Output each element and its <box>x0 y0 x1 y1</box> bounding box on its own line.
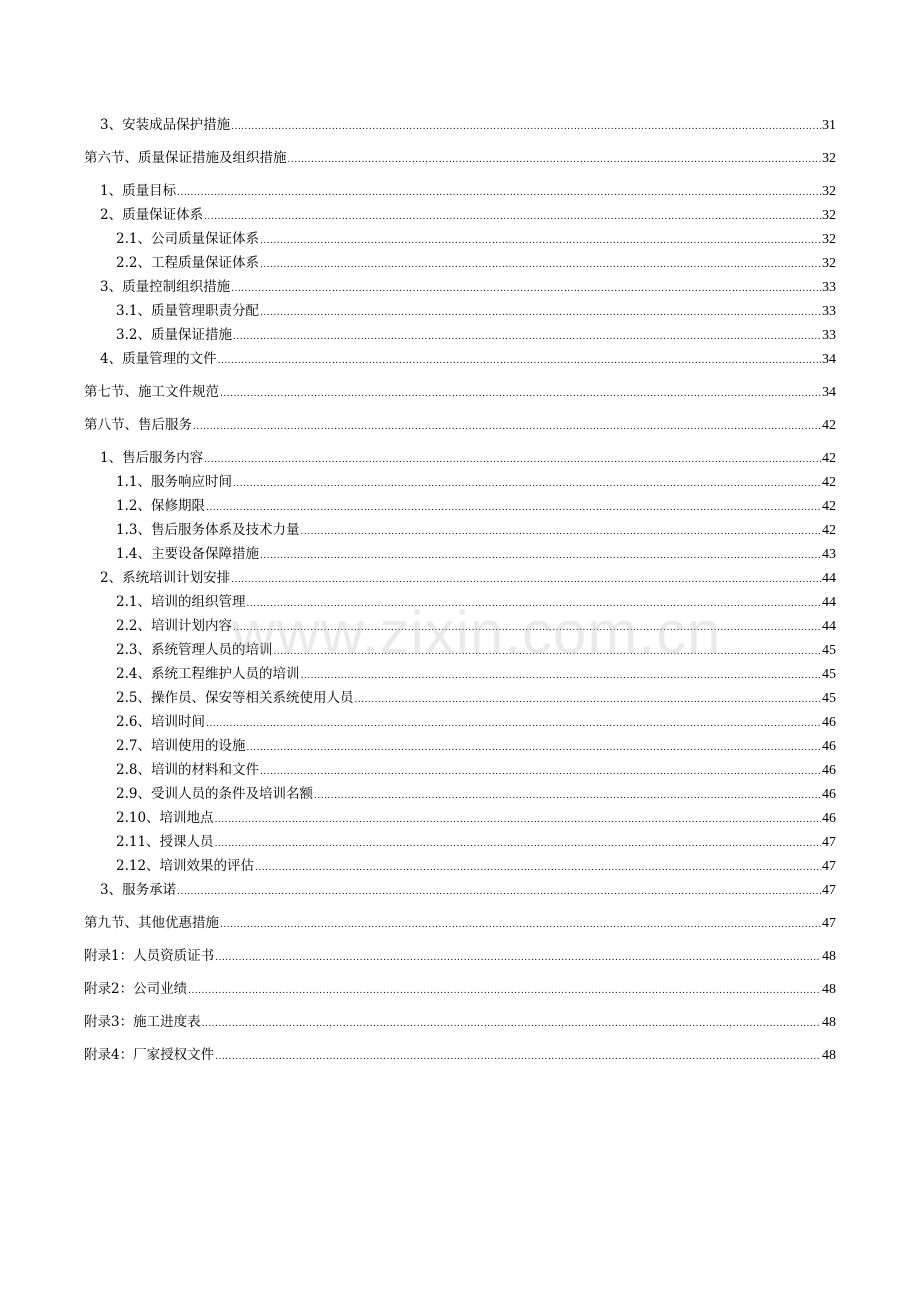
toc-entry-title: 1.3、售后服务体系及技术力量 <box>116 522 300 538</box>
toc-entry-page-number: 48 <box>822 1015 836 1030</box>
dot-leader <box>231 277 821 301</box>
toc-entry-page-number: 46 <box>822 787 836 802</box>
toc-entry-title: 第六节、质量保证措施及组织措施 <box>84 150 287 166</box>
toc-entry-title: 1.2、保修期限 <box>116 498 205 514</box>
toc-entry-page-number: 32 <box>822 208 836 223</box>
toc-entry-page-number: 46 <box>822 715 836 730</box>
toc-entry-page-number: 44 <box>822 595 836 610</box>
toc-entry-page-number: 44 <box>822 571 836 586</box>
dot-leader <box>260 760 821 784</box>
toc-entry-title: 附录4：厂家授权文件 <box>84 1047 215 1063</box>
table-of-contents <box>84 113 836 1067</box>
toc-entry[interactable] <box>84 203 836 227</box>
dot-leader <box>246 736 821 760</box>
toc-entry-title: 附录1：人员资质证书 <box>84 948 215 964</box>
toc-entry-title: 3.1、质量管理职责分配 <box>116 303 259 319</box>
toc-entry[interactable] <box>84 911 836 935</box>
dot-leader <box>220 913 821 937</box>
dot-leader <box>215 1045 821 1069</box>
toc-entry-page-number: 32 <box>822 151 836 166</box>
toc-entry-page-number: 34 <box>822 352 836 367</box>
dot-leader <box>233 325 821 349</box>
toc-entry-title: 2.2、培训计划内容 <box>116 618 232 634</box>
toc-entry-page-number: 46 <box>822 811 836 826</box>
dot-leader <box>215 832 821 856</box>
dot-leader <box>288 148 822 172</box>
toc-entry-title: 2.5、操作员、保安等相关系统使用人员 <box>116 690 354 706</box>
toc-entry-page-number: 43 <box>822 547 836 562</box>
toc-entry-page-number: 46 <box>822 763 836 778</box>
dot-leader <box>260 301 821 325</box>
dot-leader <box>206 712 821 736</box>
dot-leader <box>231 115 821 139</box>
toc-entry-title: 2.3、系统管理人员的培训 <box>116 642 273 658</box>
toc-entry-page-number: 33 <box>822 280 836 295</box>
toc-entry-title: 2、质量保证体系 <box>100 207 204 223</box>
toc-entry-page-number: 45 <box>822 691 836 706</box>
toc-entry-title: 2.11、授课人员 <box>116 834 214 850</box>
dot-leader <box>220 382 821 406</box>
dot-leader <box>255 856 821 880</box>
dot-leader <box>177 181 821 205</box>
toc-entry-page-number: 48 <box>822 1048 836 1063</box>
toc-entry[interactable] <box>84 494 836 518</box>
dot-leader <box>300 520 821 544</box>
toc-entry[interactable] <box>84 566 836 590</box>
dot-leader <box>233 472 821 496</box>
toc-entry-title: 3、服务承诺 <box>100 882 177 898</box>
dot-leader <box>188 979 821 1003</box>
dot-leader <box>260 544 821 568</box>
dot-leader <box>177 880 821 904</box>
toc-entry-page-number: 34 <box>822 385 836 400</box>
toc-entry[interactable] <box>84 380 836 404</box>
toc-entry-page-number: 42 <box>822 418 836 433</box>
toc-entry-title: 1.4、主要设备保障措施 <box>116 546 259 562</box>
toc-entry-title: 4、质量管理的文件 <box>100 351 217 367</box>
toc-entry[interactable] <box>84 782 836 806</box>
dot-leader <box>206 496 821 520</box>
toc-entry-title: 2.8、培训的材料和文件 <box>116 762 259 778</box>
dot-leader <box>204 448 821 472</box>
toc-entry-title: 1、售后服务内容 <box>100 450 204 466</box>
toc-entry-page-number: 42 <box>822 451 836 466</box>
toc-entry[interactable] <box>84 146 836 170</box>
toc-entry[interactable] <box>84 470 836 494</box>
toc-entry[interactable] <box>84 113 836 137</box>
dot-leader <box>202 1012 821 1036</box>
toc-entry[interactable] <box>84 275 836 299</box>
toc-entry[interactable] <box>84 977 836 1001</box>
toc-entry-title: 附录3：施工进度表 <box>84 1014 201 1030</box>
toc-entry-title: 第九节、其他优惠措施 <box>84 915 219 931</box>
toc-entry-page-number: 32 <box>822 184 836 199</box>
toc-entry[interactable] <box>84 710 836 734</box>
toc-entry-page-number: 33 <box>822 328 836 343</box>
toc-entry-page-number: 32 <box>822 232 836 247</box>
toc-entry-title: 2.9、受训人员的条件及培训名额 <box>116 786 313 802</box>
toc-entry[interactable] <box>84 518 836 542</box>
toc-entry-page-number: 42 <box>822 523 836 538</box>
dot-leader <box>354 688 821 712</box>
dot-leader <box>231 568 821 592</box>
toc-entry[interactable] <box>84 347 836 371</box>
toc-entry-page-number: 42 <box>822 499 836 514</box>
toc-entry-page-number: 33 <box>822 304 836 319</box>
toc-entry[interactable] <box>84 1043 836 1067</box>
toc-entry-title: 3.2、质量保证措施 <box>116 327 232 343</box>
toc-entry-page-number: 48 <box>822 982 836 997</box>
dot-leader <box>314 784 821 808</box>
toc-entry-title: 2.1、公司质量保证体系 <box>116 231 259 247</box>
toc-entry-page-number: 44 <box>822 619 836 634</box>
watermark: www.zixin.com.cn <box>232 599 722 666</box>
dot-leader <box>260 253 821 277</box>
toc-entry[interactable] <box>84 854 836 878</box>
dot-leader <box>204 205 821 229</box>
toc-entry-title: 附录2：公司业绩 <box>84 981 188 997</box>
toc-entry-title: 2.6、培训时间 <box>116 714 205 730</box>
toc-entry[interactable] <box>84 323 836 347</box>
toc-entry-title: 2.7、培训使用的设施 <box>116 738 246 754</box>
toc-entry-page-number: 47 <box>822 835 836 850</box>
toc-entry[interactable] <box>84 758 836 782</box>
toc-entry-title: 2、系统培训计划安排 <box>100 570 231 586</box>
toc-entry-page-number: 47 <box>822 916 836 931</box>
toc-entry-title: 2.1、培训的组织管理 <box>116 594 246 610</box>
toc-entry-title: 1.1、服务响应时间 <box>116 474 232 490</box>
toc-entry[interactable] <box>84 878 836 902</box>
toc-entry[interactable] <box>84 179 836 203</box>
toc-entry-page-number: 45 <box>822 667 836 682</box>
toc-entry-page-number: 42 <box>822 475 836 490</box>
toc-entry-page-number: 45 <box>822 643 836 658</box>
toc-entry-page-number: 47 <box>822 883 836 898</box>
dot-leader <box>193 415 821 439</box>
toc-entry-title: 2.12、培训效果的评估 <box>116 858 255 874</box>
toc-entry-title: 2.10、培训地点 <box>116 810 214 826</box>
toc-entry[interactable] <box>84 446 836 470</box>
toc-entry[interactable] <box>84 251 836 275</box>
toc-entry[interactable] <box>84 299 836 323</box>
toc-entry[interactable] <box>84 542 836 566</box>
dot-leader <box>215 808 821 832</box>
toc-entry[interactable] <box>84 1010 836 1034</box>
toc-entry[interactable] <box>84 806 836 830</box>
toc-entry-title: 3、质量控制组织措施 <box>100 279 231 295</box>
toc-entry-page-number: 32 <box>822 256 836 271</box>
dot-leader <box>300 664 821 688</box>
dot-leader <box>260 229 821 253</box>
toc-entry-title: 2.2、工程质量保证体系 <box>116 255 259 271</box>
toc-entry-page-number: 31 <box>822 118 836 133</box>
dot-leader <box>215 946 821 970</box>
toc-entry[interactable] <box>84 734 836 758</box>
toc-entry-page-number: 48 <box>822 949 836 964</box>
toc-entry-title: 第七节、施工文件规范 <box>84 384 219 400</box>
toc-entry[interactable] <box>84 686 836 710</box>
toc-entry[interactable] <box>84 227 836 251</box>
toc-entry[interactable] <box>84 830 836 854</box>
toc-entry-page-number: 46 <box>822 739 836 754</box>
toc-entry-title: 1、质量目标 <box>100 183 177 199</box>
toc-entry-title: 3、安装成品保护措施 <box>100 117 231 133</box>
dot-leader <box>218 349 821 373</box>
toc-entry[interactable] <box>84 944 836 968</box>
toc-entry[interactable] <box>84 413 836 437</box>
toc-entry-title: 第八节、售后服务 <box>84 417 192 433</box>
toc-entry-page-number: 47 <box>822 859 836 874</box>
toc-entry-title: 2.4、系统工程维护人员的培训 <box>116 666 300 682</box>
